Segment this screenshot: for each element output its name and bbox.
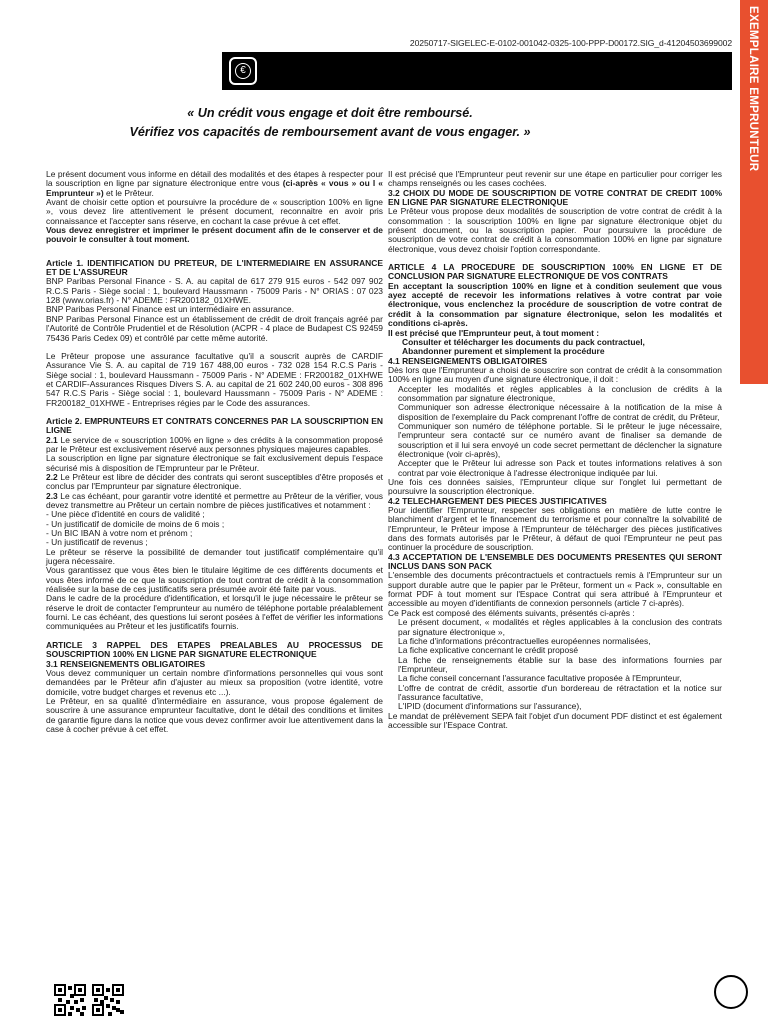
side-tab [740, 0, 768, 384]
list-item: - Une pièce d'identité en cours de validité ; [46, 509, 205, 520]
article-2-paragraph [46, 436, 383, 455]
paragraph: Ce Pack est composé des éléments suivants, présentés ci-après : [388, 607, 635, 618]
qr-code-icon [54, 984, 86, 1016]
list-item: Consulter et télécharger les documents du pack contractuel, [402, 336, 645, 347]
list-item: Accepter les modalités et règles applicables à la conclusion de crédits à la consommation par signature électronique, [398, 383, 722, 403]
wallet-euro-icon: € [229, 57, 257, 85]
article-3-paragraph: Le Prêteur, en sa qualité d'intermédiaire en assurance, vous propose également de souscrire à une assurance emprunteur facultative, dont le détail des conditions et limites de garantie figure dans la notice que vous devez confirmer avoir lue attentivement dans la case à cocher prévue à cet effet. [46, 695, 383, 734]
section-4-1-title: 4.1 RENSEIGNEMENTS OBLIGATOIRES [388, 355, 548, 366]
paragraph: Une fois ces données saisies, l'Emprunteur clique sur l'onglet lui permettant de poursuivre la souscription électronique. [388, 477, 722, 497]
list-item: Abandonner purement et simplement la procédure [402, 346, 605, 357]
intro-paragraph-2: Avant de choisir cette option et poursuivre la procédure de « souscription 100% en ligne », vous devez lire attentivement le présent document, reconnaitre en avoir pris connaissance et l'accepter sans réserve, en cochant la case prévue à cet effet. [46, 197, 383, 226]
list-item: Communiquer son numéro de téléphone portable. Si le prêteur le juge nécessaire, l'emprunteur sera contacté sur ce numéro avant de finaliser sa demande de souscription et il lui sera envoyé un code secret permettant de déclencher la signature électronique (voir ci-après), [398, 420, 722, 459]
list-item: - Un BIC IBAN à votre nom et prénom ; [46, 528, 193, 539]
page-marker-circle [714, 975, 748, 1009]
article-2-paragraph [46, 492, 383, 511]
list-item: - Un justificatif de domicile de moins de 6 mois ; [46, 518, 225, 529]
intro-text: Le présent document vous informe en détail des modalités et des étapes à respecter pour la souscription en ligne par signature électronique entre vous [46, 169, 383, 189]
document-reference: 20250717-SIGELEC-E-0102-001042-0325-100-PPP-D00172.SIG_d-41204503699002 [409, 38, 732, 48]
qr-code-icon [92, 984, 124, 1016]
right-column [388, 170, 722, 730]
list-item: L'offre de contrat de crédit, assortie d'un bordereau de rétractation et la notice sur l'assurance facultative, [398, 682, 722, 702]
article-2-paragraph [46, 473, 383, 492]
list-item: L'IPID (document d'informations sur l'assurance), [398, 701, 582, 712]
paragraph-bold: Il est précisé que l'Emprunteur peut, à tout moment : [388, 327, 600, 338]
article-1-paragraph: BNP Paribas Personal Finance - S. A. au capital de 617 279 915 euros - 542 097 902 R.C.S Paris - Siège social : 1, boulevard Haussmann - 75009 Paris - N° ORIAS : 07 023 128 (www.orias.fr) - N° ADEME : FR200182_01XHWE. [46, 276, 383, 306]
article-3-paragraph: Vous devez communiquer un certain nombre d'informations personnelles qui vous sont demandées par le Prêteur afin d'ajuster au mieux sa proposition (votre identité, votre domicile, votre budget charges et revenus etc ...). [46, 667, 383, 697]
clause-text: Le Prêteur est libre de décider des contrats qui seront susceptibles d'être proposés et conclus par l'Emprunteur par signature électronique. [46, 471, 383, 492]
list-item: La fiche explicative concernant le crédit proposé [398, 645, 579, 656]
section-3-2-title: 3.2 CHOIX DU MODE DE SOUSCRIPTION DE VOTRE CONTRAT DE CREDIT 100% EN LIGNE PAR SIGNATURE ELECTRONIQUE [388, 187, 722, 208]
article-2-paragraph: Le prêteur se réserve la possibilité de demander tout justificatif complémentaire qu'il jugera nécessaire. [46, 546, 383, 567]
intro-paragraph-3: Vous devez enregistrer et imprimer le présent document afin de le conserver et de pouvoir le consulter à tout moment. [46, 225, 383, 245]
section-3-1-title: 3.1 RENSEIGNEMENTS OBLIGATOIRES [46, 658, 206, 669]
section-4-3-title: 4.3 ACCEPTATION DE L'ENSEMBLE DES DOCUMENTS PRESENTES QUI SERONT INCLUS DANS SON PACK [388, 551, 722, 572]
clause-text: Le cas échéant, pour garantir votre identité et permettre au Prêteur de la vérifier, vous devez transmettre au Prêteur un certain nombre de pièces justificatives et notamment : [46, 490, 383, 510]
article-1-paragraph: BNP Paribas Personal Finance est un intermédiaire en assurance. [46, 304, 294, 315]
clause-number: 2.2 [46, 471, 58, 482]
paragraph: Dès lors que l'Emprunteur a choisi de souscrire son contrat de crédit à la consommation 100% en ligne au moyen d'une signature électronique, il doit : [388, 364, 722, 385]
intro-paragraph [46, 170, 383, 198]
intro-text-end: et le Prêteur. [106, 187, 154, 198]
list-item: Accepter que le Prêteur lui adresse son Pack et toutes informations relatives à son contrat par voie électronique à l'adresse électronique indiquée par lui. [398, 458, 722, 478]
clause-text: Le service de « souscription 100% en ligne » des crédits à la consommation proposé par le Prêteur est exclusivement réservé aux personnes physiques majeures capables. [46, 434, 383, 454]
intro-bold: (ci-après « vous » ou l « Emprunteur ») [46, 178, 383, 198]
paragraph: Le mandat de prélèvement SEPA fait l'objet d'un document PDF distinct et est également accessible sur l'Espace Contrat. [388, 710, 722, 730]
list-item: Le présent document, « modalités et règles applicables à la conclusion des contrats par signature électronique », [398, 617, 722, 637]
article-2-paragraph: Vous garantissez que vous êtes bien le titulaire légitime de ces différents documents et vous êtes informé de ce que la souscription de tout contrat de crédit à la consommation réalisée sur la base de ces justificatifs sera présumée avoir été faite par vous. [46, 565, 383, 595]
list-item: La fiche de renseignements établie sur la base des informations fournies par l'Emprunteur, [398, 654, 722, 674]
article-1-paragraph: BNP Paribas Personal Finance est un établissement de crédit de droit français agréé par l'Autorité de Contrôle Prudentiel et de Résolution (ACPR - 4 place de Budapest CS 92459 75436 Paris Cedex 09) et contrôlé par cette même autorité. [46, 313, 383, 343]
warning-slogan [100, 104, 560, 142]
list-item: - Un justificatif de revenus ; [46, 537, 148, 548]
article-1-title: Article 1. IDENTIFICATION DU PRETEUR, DE L'INTERMEDIAIRE EN ASSURANCE ET DE L'ASSUREUR [46, 257, 383, 278]
article-1-paragraph: Le Prêteur propose une assurance facultative qu'il a souscrit auprès de CARDIF Assurance Vie S. A. au capital de 719 167 488,00 euros - 732 028 154 R.C.S Paris - Siège social : 1, boulevard Haussmann - 75009 Paris - N° ADEME : FR200182_01XHWE et CARDIF-Assurances Risques Divers S. A. au capital de 21 602 240,00 euros - 308 896 547 R.C.S Paris - Siège social : 1, boulevard Haussmann - 75009 Paris - N° ADEME : FR200182_01XHWE - Entreprises régies par le Code des assurances. [46, 350, 383, 408]
paragraph: Le Prêteur vous propose deux modalités de souscription de votre contrat de crédit à la consommation : la souscription 100% en ligne par signature électronique objet du présent document, ou la souscription papier. Pour poursuivre la procédure de souscription de votre contrat de crédit à la consommation 100% en ligne par signature électronique, vous devez choisir l'option correspondante. [388, 206, 722, 254]
article-3-title: ARTICLE 3 RAPPEL DES ETAPES PREALABLES AU PROCESSUS DE SOUSCRIPTION 100% EN LIGNE PAR SIGNATURE ELECTRONIQUE [46, 639, 383, 660]
article-4-title: ARTICLE 4 LA PROCEDURE DE SOUSCRIPTION 100% EN LIGNE ET DE CONCLUSION PAR SIGNATURE ELECTRONIQUE DE VOS CONTRATS [388, 262, 722, 282]
list-item: Communiquer son adresse électronique nécessaire à la notification de la mise à disposition de l'exemplaire du Pack comprenant l'offre de contrat de crédit, du Prêteur, [398, 402, 722, 422]
article-2-paragraph: Dans le cadre de la procédure d'identification, et lorsqu'il le juge nécessaire le prêteur se réserve le droit de contacter l'emprunteur au numéro de téléphone portable préalablement fourni. Le cas échéant, des questions lui seront posées à l'effet de vérifier les informations communiquées au Prêteur et les justificatifs fournis. [46, 593, 383, 632]
section-4-2-title: 4.2 TELECHARGEMENT DES PIECES JUSTIFICATIVES [388, 495, 607, 506]
list-item: La fiche conseil concernant l'assurance facultative proposée à l'Emprunteur, [398, 673, 682, 684]
list-item: La fiche d'informations précontractuelles européennes normalisées, [398, 635, 651, 646]
paragraph: Il est précisé que l'Emprunteur peut revenir sur une étape en particulier pour corriger les champs renseignés ou les cases cochées. [388, 169, 722, 189]
clause-number: 2.1 [46, 434, 58, 445]
side-tab-label: EXEMPLAIRE EMPRUNTEUR [747, 6, 759, 172]
paragraph: Pour identifier l'Emprunteur, respecter ses obligations en matière de lutte contre le blanchiment d'argent et le financement du terrorisme et pour connaître la solvabilité de l'Emprunteur, le Prêteur impose à l'Emprunteur de télécharger des pièces justificatives dans des formats autorisés par le Prêteur, à défaut de quoi l'Emprunteur ne peut pas continuer la procédure de souscription. [388, 505, 722, 553]
paragraph: L'ensemble des documents précontractuels et contractuels remis à l'Emprunteur sur un support durable autre que le papier par le Prêteur, forment un « Pack », consultable en format PDF à tout moment sur l'Espace Contrat qui sera attribué à l'Emprunteur et accessible au moyen d'identifiants de connexion personnels (article 7 ci-après). [388, 570, 722, 609]
clause-number: 2.3 [46, 490, 58, 501]
header-band [222, 52, 732, 90]
slogan-line-2: Vérifiez vos capacités de remboursement avant de vous engager. » [129, 125, 531, 139]
article-2-paragraph: La souscription en ligne par signature électronique se fait exclusivement depuis l'espace sécurisé mis à disposition de l'Emprunteur par le Prêteur. [46, 453, 383, 473]
paragraph-bold: En acceptant la souscription 100% en ligne et à condition seulement que vous ayez accepté de recevoir les informations relatives à votre contrat par voie électronique, vous enclenchez la procédure de souscription de votre contrat de crédit à la consommation par signature électronique, selon les modalités et conditions ci-après. [388, 280, 722, 329]
left-column [46, 170, 383, 734]
article-2-title: Article 2. EMPRUNTEURS ET CONTRATS CONCERNES PAR LA SOUSCRIPTION EN LIGNE [46, 415, 383, 436]
slogan-line-1: « Un crédit vous engage et doit être remboursé. [187, 106, 473, 120]
